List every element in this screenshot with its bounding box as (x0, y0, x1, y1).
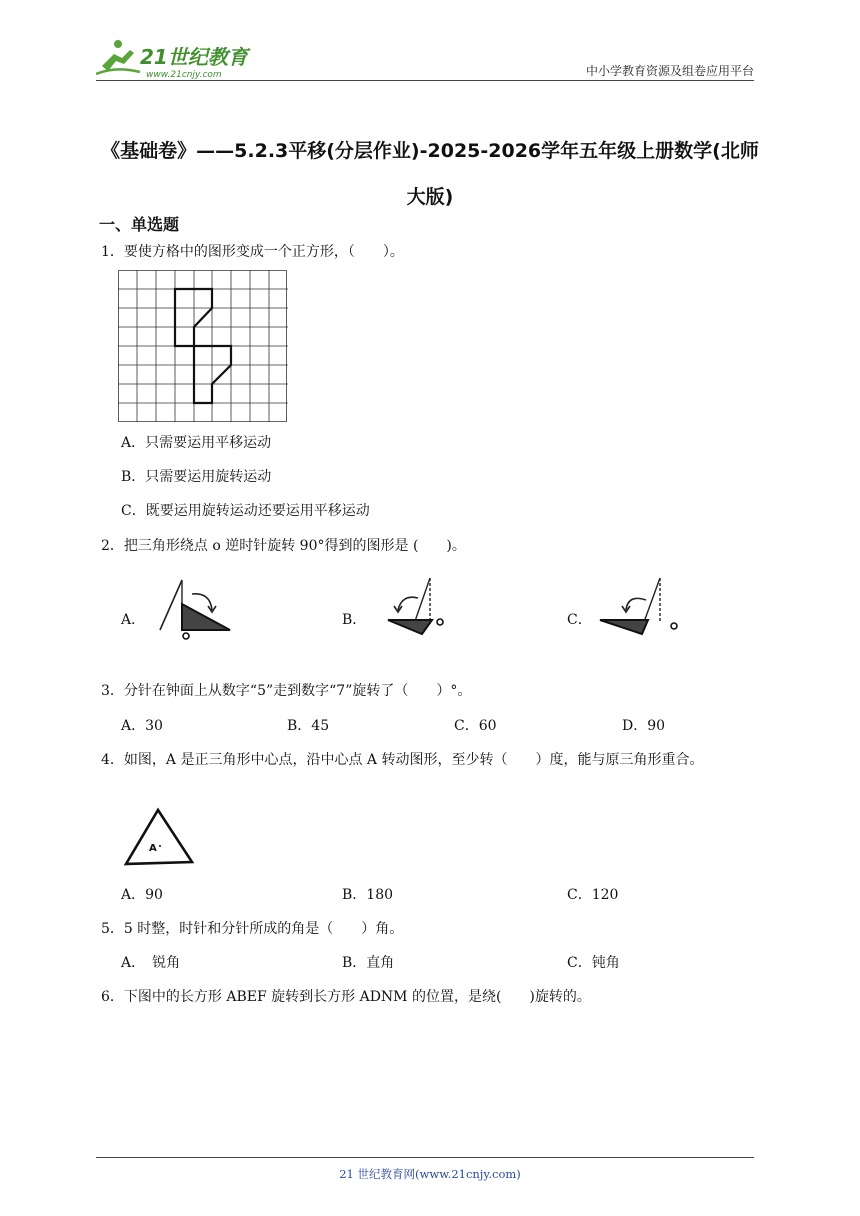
section-heading: 一、单选题 (99, 215, 180, 234)
question-2-option-b[interactable]: B． (342, 612, 367, 628)
question-3-text: 3．分针在钟面上从数字“5”走到数字“7”旋转了（ ）°。 (101, 683, 472, 699)
question-2-option-a[interactable]: A． (121, 612, 146, 628)
question-3-option-d[interactable]: D．90 (622, 718, 666, 734)
logo-text: 21世纪教育 (140, 45, 248, 69)
question-1-text: 1．要使方格中的图形变成一个正方形，（ ）。 (101, 244, 404, 260)
question-5-text: 5．5 时整，时针和分针所成的角是（ ）角。 (101, 921, 404, 937)
site-logo (96, 36, 266, 80)
question-3-option-c[interactable]: C．60 (454, 718, 497, 734)
page-title: 《基础卷》——5.2.3平移(分层作业)-2025-2026学年五年级上册数学(北师大版) (101, 140, 759, 208)
question-4-triangle-figure (122, 806, 196, 868)
runner-logo-icon (96, 40, 140, 74)
question-4-text: 4．如图，A 是正三角形中心点，沿中心点 A 转动图形，至少转（ ）度，能与原三角形重合。 (101, 752, 704, 768)
question-2-text: 2．把三角形绕点 o 逆时针旋转 90°得到的图形是 ( )。 (101, 538, 466, 554)
question-5-option-b[interactable]: B．直角 (342, 955, 395, 971)
question-2-option-a-figure (152, 576, 238, 640)
question-1-grid-figure (118, 270, 288, 422)
footer-divider (96, 1157, 754, 1158)
question-3-option-b[interactable]: B．45 (287, 718, 330, 734)
platform-name: 中小学教育资源及组卷应用平台 (585, 64, 754, 78)
question-2-option-c[interactable]: C． (567, 612, 592, 628)
footer-text[interactable]: 21 世纪教育网(www.21cnjy.com) (339, 1167, 521, 1181)
question-4-option-b[interactable]: B．180 (342, 887, 394, 903)
question-2-option-c-figure (596, 574, 682, 638)
question-2-option-b-figure (384, 574, 448, 638)
question-5-option-c[interactable]: C．钝角 (567, 955, 620, 971)
logo-url: www.21cnjy.com (146, 70, 222, 80)
question-4-option-c[interactable]: C．120 (567, 887, 619, 903)
header-divider (96, 80, 754, 81)
question-1-option-c[interactable]: C．既要运用旋转运动还要运用平移运动 (121, 503, 370, 519)
question-5-option-a[interactable]: A． 锐角 (121, 955, 181, 971)
question-1-option-a[interactable]: A．只需要运用平移运动 (121, 435, 272, 451)
triangle-center-label: A (149, 843, 157, 854)
question-1-option-b[interactable]: B．只需要运用旋转运动 (121, 469, 272, 485)
question-4-option-a[interactable]: A．90 (121, 887, 163, 903)
question-3-option-a[interactable]: A．30 (121, 718, 163, 734)
question-6-text: 6．下图中的长方形 ABEF 旋转到长方形 ADNM 的位置，是绕( )旋转的。 (101, 989, 591, 1005)
